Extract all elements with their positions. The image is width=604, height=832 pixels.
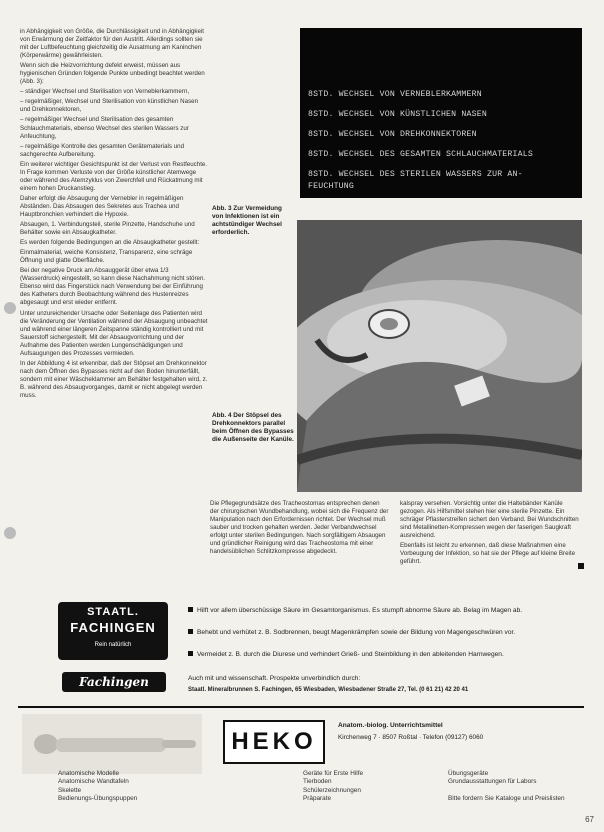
punch-hole (4, 302, 16, 314)
article-end-mark (578, 563, 584, 569)
product-item (448, 787, 565, 795)
paragraph: Die Pflegegrundsätze des Tracheostomas entsprechen denen der chirurgischen Wundbehandlung, wobei sich die Frequenz der Manipulation nach den Erfordernissen richtet. Der Wechsel muß sauber und trocken gehalten werden. Jeder Verbandwechsel erfolgt unter sterilen Bedingungen. Nach sorgfältigem Absaugen und gründlicher Reinigung wird das Tracheostoma mit einer handelsüblichen Schlitzkompresse abgedeckt. (210, 500, 389, 556)
product-item: Geräte für Erste Hilfe (303, 770, 364, 777)
script-logo-text: Fachingen (79, 675, 149, 689)
heko-advertisement (18, 706, 584, 812)
bullet-square-icon (188, 651, 193, 656)
logo-subtitle: Rein natürlich (94, 642, 132, 648)
product-item: Schülerzeichnungen (303, 786, 361, 794)
paragraph: Ein weiterer wichtiger Gesichtspunkt ist der Verlust von Restfeuchte. In Frage kommen Verluste von der Größe künstlicher Atemwege oder während des Atemzyklus von Zwerchfell und Rückatmung mit einem hohen Druckanstieg. (20, 160, 208, 192)
ad-footer-address: Staatl. Mineralbrunnen S. Fachingen, 65 Wiesbaden, Wiesbadener Straße 27, Tel. (0 61 21) 42 20 41 (188, 687, 469, 693)
hygiene-schedule-figure (300, 28, 582, 198)
schedule-line: 8STD. WECHSEL DES STERILEN WASSERS ZUR AN- (308, 170, 523, 179)
bullet-item: – regelmäßiger, Wechsel und Sterilisation von künstlichen Nasen und Drehkonnektoren, (20, 98, 199, 114)
schedule-line: 8STD. WECHSEL VON DREHKONNEKTOREN (308, 130, 477, 139)
paragraph: Absaugen, 1. Verbindungsteil, sterile Pinzette, Handschuhe und Behälter sowie ein Absaugkatheter. (20, 221, 195, 237)
photo-illustration (297, 220, 582, 492)
bullet-item: – regelmäßiger Wechsel und Sterilisation des gesamten Schlauchmaterials, ebenso Wechsel des sterilen Wassers zur Anfeuchtung, (20, 116, 189, 140)
fachingen-advertisement (18, 598, 584, 700)
schedule-line: 8STD. WECHSEL VON KÜNSTLICHEN NASEN (308, 110, 487, 119)
ad-bullet-text: Hilft vor allem überschüssige Säure im Gesamtorganismus. Es stumpft abnorme Säure ab. Belag im Magen ab. (197, 607, 523, 614)
heko-product-list (58, 770, 137, 804)
bullet-square-icon (188, 629, 193, 634)
product-item: Anatomische Modelle (58, 770, 120, 777)
logo-top-text: STAATL. (87, 606, 139, 618)
tracheostomy-photo (297, 220, 582, 492)
product-item: Skelette (58, 786, 82, 794)
heko-logo: HEKO (223, 720, 325, 764)
bullet-item: – regelmäßige Kontrolle des gesamten Gerätematerials und sachgerechte Aufbereitung. (20, 142, 185, 158)
skeleton-model-illustration (22, 714, 202, 774)
product-item: Tierboden (303, 778, 332, 786)
product-item: Grundausstattungen für Labors (448, 778, 537, 786)
paragraph: kalspray versehen. Vorsichtig unter die Haltebänder Kanüle gezogen. Als Hilfsmittel stehen hier eine sterile Pinzette. Ein schräger Pflasterstreifen sichert den Verband. Bei Wundschnitten sind Metallinetten-Kompressen wegen der faserigen Saugkraft ausreichend. (400, 500, 579, 540)
paragraph: Ebenfalls ist leicht zu erkennen, daß diese Maßnahmen eine Vorbeugung der Infektion, so hat sie der Pflege auf kleine Breite geführt. (400, 542, 576, 566)
paragraph: in Abhängigkeit von Größe, die Durchlässigkeit und in Abhängigkeit von Erwärmung der Zeitfaktor für den Austritt. Allerdings sollten sie mit der Luftbefeuchtung gleichzeitig die Ausatmung am Kaninchen (Körperwärme) gewährleisten. (20, 28, 205, 60)
paragraph: Daher erfolgt die Absaugung der Vernebler in regelmäßigen Abständen. Das Absaugen des Sekretes aus Trachea und Hauptbronchien verhindert die Hypoxie. (20, 194, 184, 218)
heko-address: Kirchenweg 7 · 8507 Roßtal · Telefon (09127) 6060 (338, 734, 484, 741)
paragraph: Unter unzureichender Ursache oder Seitenlage des Patienten wird die Veränderung der Ventilation während der Absaugung unbeachtet und während einer längeren Zeitspanne ständig kontrolliert und mit Sauerstoff sichergestellt. Mit der Absaugvorrichtung und der Aufnahme des Patienten werden Lungenschädigungen und Aufsaugungen des Prozesses vermieden. (20, 309, 208, 357)
ad-bullet (188, 606, 598, 615)
figure-caption-abb3: Abb. 3 Zur Vermeidung von Infektionen ist ein achtstündiger Wechsel erforderlich. (212, 205, 282, 236)
schedule-line: 8STD. WECHSEL VON VERNEBLERKAMMERN (308, 90, 482, 99)
paragraph: Einmalmaterial, weiche Konsistenz, Transparenz, eine schräge Öffnung und glatte Oberfläche. (20, 249, 193, 265)
ad-bullet (188, 628, 598, 637)
schedule-line: FEUCHTUNG (308, 182, 355, 191)
paragraph: Es werden folgende Bedingungen an die Absaugkatheter gestellt: (20, 239, 200, 247)
product-item: Bedienungs-Übungspuppen (58, 795, 138, 803)
heko-company-name: Anatom.-biolog. Unterrichtsmittel (338, 722, 443, 729)
product-item: Anatomische Wandtafeln (58, 778, 129, 786)
heko-product-list (303, 770, 363, 804)
fachingen-script-logo (62, 672, 166, 692)
left-text-column (20, 28, 208, 402)
ad-bullet-text: Vermeidet z. B. durch die Diurese und verhindert Grieß- und Steinbildung in den ableitenden Harnwegen. (197, 651, 504, 658)
product-item: Übungsgeräte (448, 770, 489, 777)
ad-footer-line: Auch mit und wissenschaft. Prospekte unverbindlich durch: (188, 675, 361, 682)
paragraph: In der Abbildung 4 ist erkennbar, daß der Stöpsel am Drehkonnektor nach dem Öffnen des Bypasses nicht auf den Boden hinunterfällt, sondern mit einer Wäscheklammer am Behälter festgehalten wird, z. B. während des Absaugvorganges, damit er nicht abgelegt werden muss. (20, 359, 208, 399)
schedule-line: 8STD. WECHSEL DES GESAMTEN SCHLAUCHMATERIALS (308, 150, 533, 159)
product-item: Präparate (303, 795, 332, 803)
figure-caption-abb4: Abb. 4 Der Stöpsel des Drehkonnektors parallel beim Öffnen des Bypasses die Außenseite der Kanüle. (212, 412, 294, 443)
paragraph: Wenn sich die Heizvorrichtung defekt erweist, müssen aus hygienischen Gründen folgende Punkte unbedingt beachtet werden (Abb. 3): (20, 62, 205, 86)
bullet-item: – ständiger Wechsel und Sterilisation von Verneblerkammern, (20, 88, 190, 96)
fachingen-logo (58, 602, 168, 660)
catalog-request: Bitte fordern Sie Kataloge und Preislisten (448, 795, 565, 803)
ad-bullet-text: Behebt und verhütet z. B. Sodbrennen, beugt Magenkrämpfen sowie der Bildung von Magengeschwüren vor. (197, 629, 516, 636)
page-number: 67 (585, 815, 594, 824)
logo-main-text: FACHINGEN (70, 620, 156, 635)
heko-product-list (448, 770, 565, 804)
punch-hole (4, 527, 16, 539)
bullet-square-icon (188, 607, 193, 612)
paragraph: Bei der negative Druck am Absauggerät über etwa 1/3 (Wasserdruck) eingestellt, so kann diese Nachahmung nicht stören. Ebenso wird das Fingerstück nach Verwendung bei der Einführung des Katheters durch Beobachtung während des Hustenreizes abgesaugt und erst wieder entfernt. (20, 267, 206, 307)
middle-text-column (210, 500, 390, 558)
ad-bullet (188, 650, 598, 659)
right-text-column (400, 500, 580, 568)
